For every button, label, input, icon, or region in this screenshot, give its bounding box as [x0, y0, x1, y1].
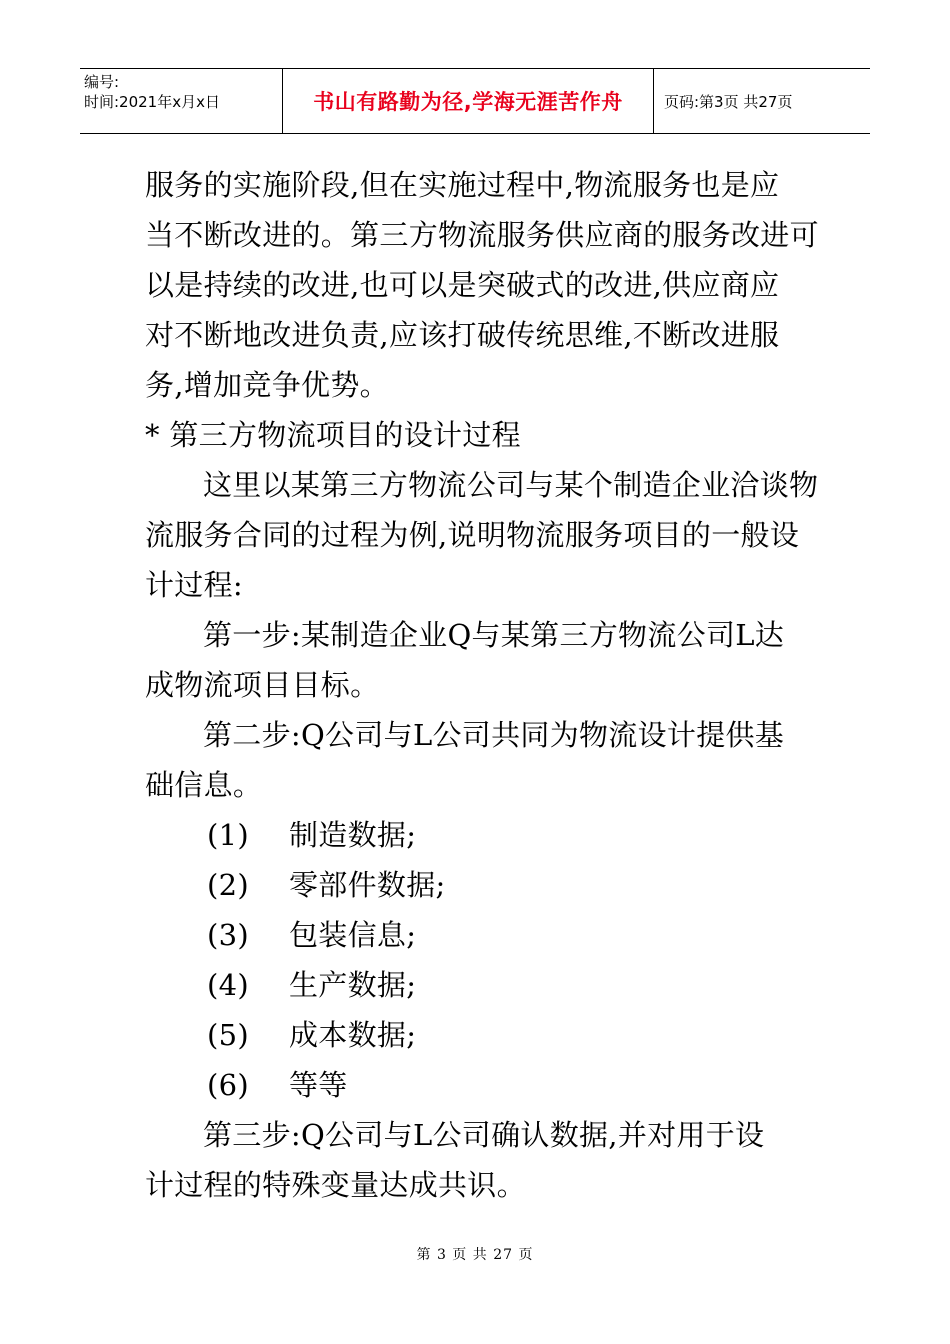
step-line: 成物流项目目标。 [145, 668, 380, 702]
list-item-number: (5) [207, 1018, 249, 1052]
list-item-text: 成本数据; [289, 1018, 417, 1052]
body-line: 计过程: [145, 568, 243, 602]
header-page-info: 页码:第3页 共27页 [664, 92, 793, 111]
page-footer: 第 3 页 共 27 页 [416, 1247, 534, 1263]
list-item-number: (3) [207, 918, 249, 952]
list-item-text: 制造数据; [289, 818, 417, 852]
list-item-text: 零部件数据; [289, 868, 446, 902]
body-line: 务,增加竞争优势。 [145, 368, 389, 402]
list-item-text: 包装信息; [289, 918, 417, 952]
list-item-number: (1) [207, 818, 249, 852]
header-meta [80, 69, 282, 133]
list-item-text: 等等 [289, 1068, 348, 1102]
list-item-text: 生产数据; [289, 968, 417, 1002]
body-line: 这里以某第三方物流公司与某个制造企业洽谈物 [203, 468, 819, 502]
list-item-number: (6) [207, 1068, 249, 1102]
body-line: 流服务合同的过程为例,说明物流服务项目的一般设 [145, 518, 800, 552]
step-line: 计过程的特殊变量达成共识。 [145, 1168, 526, 1202]
list-item [145, 810, 810, 860]
list-item-number: (4) [207, 968, 249, 1002]
step-line: 第三步:Q公司与L公司确认数据,并对用于设 [203, 1118, 765, 1152]
step-line: 第二步:Q公司与L公司共同为物流设计提供基 [203, 718, 785, 752]
list-item [145, 960, 810, 1010]
list-item [145, 910, 810, 960]
document-date-label: 时间:2021年x月x日 [84, 93, 220, 111]
list-item-number: (2) [207, 868, 249, 902]
list-item [145, 1010, 810, 1060]
header-motto: 书山有路勤为径,学海无涯苦作舟 [282, 69, 654, 133]
body-line: 以是持续的改进,也可以是突破式的改进,供应商应 [145, 268, 780, 302]
list-item [145, 860, 810, 910]
document-body [145, 160, 819, 1210]
step-line: 础信息。 [145, 768, 263, 802]
body-line: 对不断地改进负责,应该打破传统思维,不断改进服 [145, 318, 780, 352]
page-header [80, 68, 870, 134]
list-item [145, 1060, 810, 1110]
document-number-label: 编号: [84, 73, 120, 91]
body-line: 服务的实施阶段,但在实施过程中,物流服务也是应 [145, 168, 780, 202]
step-line: 第一步:某制造企业Q与某第三方物流公司L达 [203, 618, 785, 652]
section-heading: * 第三方物流项目的设计过程 [145, 418, 521, 452]
body-line: 当不断改进的。第三方物流服务供应商的服务改进可 [145, 218, 819, 252]
